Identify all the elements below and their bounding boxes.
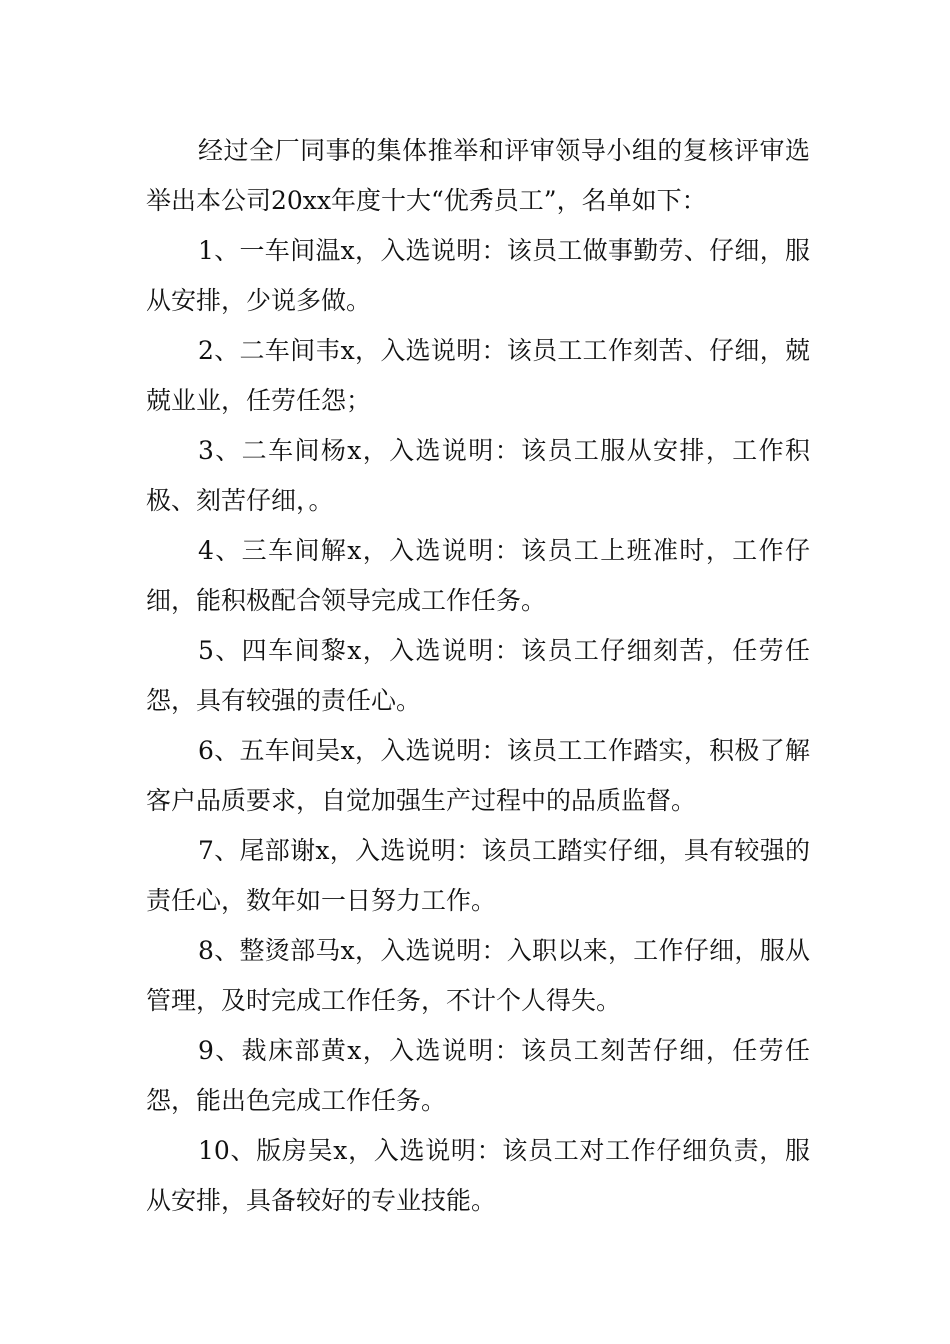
- list-item: 1、一车间温x，入选说明：该员工做事勤劳、仔细，服从安排，少说多做。: [146, 236, 810, 315]
- list-item: 9、裁床部黄x，入选说明：该员工刻苦仔细，任劳任怨，能出色完成工作任务。: [146, 1036, 810, 1115]
- list-item: 8、整烫部马x，入选说明：入职以来，工作仔细，服从管理，及时完成工作任务，不计个人得失。: [146, 936, 810, 1015]
- list-item: 2、二车间韦x，入选说明：该员工工作刻苦、仔细，兢兢业业，任劳任怨；: [146, 336, 810, 415]
- intro-paragraph: 经过全厂同事的集体推举和评审领导小组的复核评审选举出本公司20xx年度十大“优秀员工”，名单如下：: [146, 136, 810, 215]
- list-item: 6、五车间吴x，入选说明：该员工工作踏实，积极了解客户品质要求，自觉加强生产过程中的品质监督。: [146, 736, 810, 815]
- list-item: 7、尾部谢x，入选说明：该员工踏实仔细，具有较强的责任心，数年如一日努力工作。: [146, 836, 810, 915]
- list-item: 4、三车间解x，入选说明：该员工上班准时，工作仔细，能积极配合领导完成工作任务。: [146, 536, 810, 615]
- list-item: 3、二车间杨x，入选说明：该员工服从安排，工作积极、刻苦仔细，。: [146, 436, 810, 515]
- list-item: 10、版房吴x，入选说明：该员工对工作仔细负责，服从安排，具备较好的专业技能。: [146, 1136, 810, 1215]
- list-item: 5、四车间黎x，入选说明：该员工仔细刻苦，任劳任怨，具有较强的责任心。: [146, 636, 810, 715]
- document-body: [146, 126, 810, 1226]
